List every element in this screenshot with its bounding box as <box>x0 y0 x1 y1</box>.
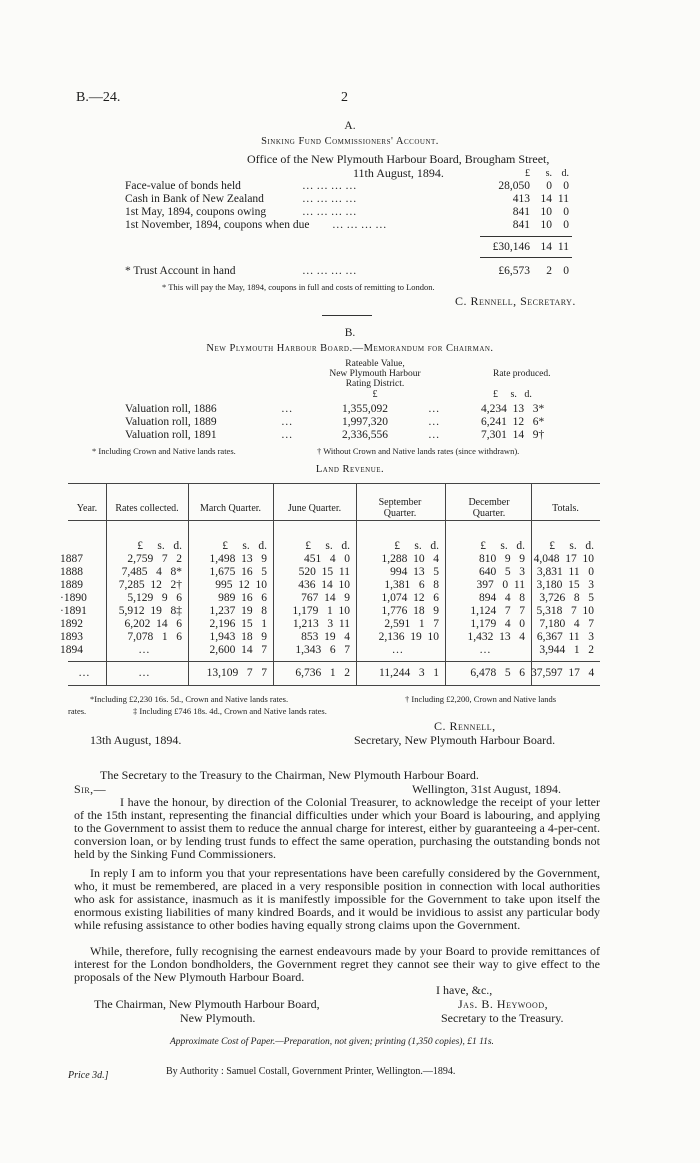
table-total-cell: 6,478 5 6 <box>470 667 525 679</box>
land-footnote1: *Including £2,230 16s. 5d., Crown and Native lands rates. <box>90 694 289 704</box>
land-revenue-title: Land Revenue. <box>315 464 385 475</box>
col-header-december: December Quarter. <box>468 497 510 519</box>
table-cell: 1,343 6 7 <box>295 644 350 656</box>
letter-addressee-line2: New Plymouth. <box>180 1011 256 1025</box>
table-cell: 853 19 4 <box>301 631 350 643</box>
section-a-head-pence: d. <box>561 168 569 179</box>
table-cell: 1,675 16 5 <box>209 566 267 578</box>
table-cell: 7,078 1 6 <box>127 631 182 643</box>
land-footnote3: rates. <box>68 706 87 716</box>
table-total-cell: … <box>138 667 150 679</box>
column-unit-header: £ s. d. <box>480 540 525 552</box>
table-total-cell: 11,244 3 1 <box>379 667 439 679</box>
table-total-cell: 6,736 1 2 <box>295 667 350 679</box>
section-a-title: Sinking Fund Commissioners' Account. <box>261 136 439 147</box>
letter-salutation: Sir,— <box>74 782 107 796</box>
table-cell: 2,759 7 2 <box>127 553 182 565</box>
section-b-title: New Plymouth Harbour Board.—Memorandum for Chairman. <box>206 343 494 354</box>
table-cell: 1,432 13 4 <box>467 631 525 643</box>
table-cell: 2,196 15 1 <box>209 618 267 630</box>
table-cell: 5,318 7 10 <box>536 605 594 617</box>
letter-closing: I have, &c., <box>436 983 493 997</box>
table-cell: … <box>391 644 404 656</box>
letter-paragraph-1: I have the honour, by direction of the Colonial Treasurer, to acknowledge the receipt of your letter of the 15th instant, representing the financial difficulties under which your Board is labouring, and applying to the Government to assist them to reduce the annual charge for interest, either by guaranteeing a 4-per-cent. conversion loan, or by lending trust funds to effect the same operation, purchasing the outstanding bonds not held by the Sinking Fund Commissioners. <box>74 795 600 861</box>
table-cell: 3,726 8 5 <box>539 592 594 604</box>
section-b-col1-unit: £ <box>372 389 378 400</box>
table-cell: 3,180 15 3 <box>536 579 594 591</box>
footer-price: Price 3d.] <box>68 1070 109 1081</box>
table-cell: 1887 <box>60 553 83 565</box>
table-cell: 1,074 12 6 <box>381 592 439 604</box>
table-cell: 989 16 6 <box>218 592 267 604</box>
table-cell: 1889 <box>60 579 83 591</box>
section-b-letter: B. <box>344 327 356 339</box>
section-a-rule-bottom <box>480 257 572 258</box>
col-header-march: March Quarter. <box>199 503 262 514</box>
land-signature-title: Secretary, New Plymouth Harbour Board. <box>354 733 556 747</box>
footer-authority: By Authority : Samuel Costall, Government Printer, Wellington.—1894. <box>166 1066 456 1077</box>
section-a-letter: A. <box>344 120 356 132</box>
table-cell: 1,124 7 7 <box>470 605 525 617</box>
table-cell: 1893 <box>60 631 83 643</box>
section-divider <box>322 315 372 316</box>
table-cell: 1888 <box>60 566 83 578</box>
section-b-footnote2: † Without Crown and Native lands rates (since withdrawn). <box>317 446 520 456</box>
letter-signer-title: Secretary to the Treasury. <box>441 1011 564 1025</box>
table-cell: 894 4 8 <box>479 592 525 604</box>
table-cell: 7,285 12 2† <box>118 579 182 591</box>
section-a-head-shillings: s. <box>545 168 552 179</box>
col-header-totals: Totals. <box>552 503 579 514</box>
col-header-june: June Quarter. <box>287 503 342 514</box>
table-cell: 1,213 3 11 <box>292 618 350 630</box>
section-b-footnote1: * Including Crown and Native lands rates. <box>92 446 236 456</box>
table-cell: 436 14 10 <box>298 579 350 591</box>
table-cell: … <box>138 644 150 656</box>
table-cell: 2,600 14 7 <box>209 644 267 656</box>
letter-addressee-line1: The Chairman, New Plymouth Harbour Board, <box>94 997 320 1011</box>
table-cell: 1,179 4 0 <box>470 618 525 630</box>
table-cell: 6,367 11 3 <box>536 631 594 643</box>
column-unit-header: £ s. d. <box>137 540 182 552</box>
column-unit-header: £ s. d. <box>305 540 350 552</box>
table-cell: … <box>479 644 491 656</box>
table-cell: 995 12 10 <box>215 579 267 591</box>
footer-cost: Approximate Cost of Paper.—Preparation, not given; printing (1,350 copies), £1 11s. <box>170 1037 494 1047</box>
letter-paragraph-2: In reply I am to inform you that your representations have been carefully considered by the Government, who, it must be remembered, are placed in a very responsible position in connection with local authorities who ask for assistance, inasmuch as it is manifestly impossible for the Government to take upon itself the enormous existing liabilities of many kindred Boards, and it would be invidious to assist any particular body while refusing assistance to other bodies having equally strong claims upon the Government. <box>74 866 600 932</box>
table-cell: 994 13 5 <box>390 566 439 578</box>
table-cell: 1892 <box>60 618 83 630</box>
table-cell: 2,591 1 7 <box>384 618 439 630</box>
table-cell: 1,776 18 9 <box>381 605 439 617</box>
section-a-office-line1: Office of the New Plymouth Harbour Board, Brougham Street, <box>247 152 550 166</box>
land-signature-name: C. Rennell, <box>434 719 496 733</box>
section-a-rule-top <box>480 236 572 237</box>
col-header-september: September Quarter. <box>378 497 422 519</box>
land-date: 13th August, 1894. <box>90 733 182 747</box>
section-a-office-line2: 11th August, 1894. <box>353 166 444 180</box>
column-unit-header: £ s. d. <box>222 540 267 552</box>
table-cell: 1,498 13 9 <box>209 553 267 565</box>
table-cell: 640 5 3 <box>479 566 525 578</box>
table-cell: 1894 <box>60 644 83 656</box>
section-b-col1-head: Rateable Value, New Plymouth Harbour Rating District. <box>329 359 421 389</box>
table-total-cell: 37,597 17 4 <box>531 667 595 679</box>
table-total-cell: … <box>78 667 90 679</box>
table-cell: 767 14 9 <box>301 592 350 604</box>
letter-heading: The Secretary to the Treasury to the Chairman, New Plymouth Harbour Board. <box>100 768 479 782</box>
letter-signer: Jas. B. Heywood, <box>458 997 549 1011</box>
table-cell: 4,048 17 10 <box>533 553 594 565</box>
letter-place-date: Wellington, 31st August, 1894. <box>412 782 562 796</box>
table-cell: 7,485 4 8* <box>121 566 182 578</box>
table-cell: 1,237 19 8 <box>209 605 267 617</box>
table-cell: ·1891 <box>60 605 87 617</box>
table-cell: 1,381 6 8 <box>384 579 439 591</box>
table-cell: 1,179 1 10 <box>292 605 350 617</box>
table-cell: 451 4 0 <box>304 553 350 565</box>
col-header-year: Year. <box>76 503 98 514</box>
table-cell: 7,180 4 7 <box>539 618 594 630</box>
letter-paragraph-3: While, therefore, fully recognising the earnest endeavours made by your Board to provide remittances of interest for the London bondholders, the Government regret they cannot see their way to give effect to the proposals of the New Plymouth Harbour Board. <box>74 944 600 984</box>
page-number: 2 <box>341 90 348 105</box>
land-footnote2: † Including £2,200, Crown and Native lands <box>405 694 557 704</box>
section-a-signature: C. Rennell, Secretary. <box>455 294 576 308</box>
table-cell: 5,912 19 8‡ <box>118 605 182 617</box>
table-cell: 3,944 1 2 <box>539 644 594 656</box>
table-cell: 810 9 9 <box>479 553 525 565</box>
table-cell: 2,136 19 10 <box>378 631 439 643</box>
section-b-col2-unit: £ s. d. <box>493 389 532 400</box>
column-unit-header: £ s. d. <box>549 540 594 552</box>
col-header-rates: Rates collected. <box>115 503 179 514</box>
column-unit-header: £ s. d. <box>394 540 439 552</box>
table-cell: 1,288 10 4 <box>381 553 439 565</box>
table-cell: 5,129 9 6 <box>127 592 182 604</box>
table-cell: 397 0 11 <box>476 579 525 591</box>
table-cell: 3,831 11 0 <box>536 566 594 578</box>
section-a-head-pounds: £ <box>525 168 530 179</box>
table-cell: 1,943 18 9 <box>209 631 267 643</box>
document-reference: B.—24. <box>76 90 121 105</box>
table-cell: ·1890 <box>60 592 87 604</box>
table-total-cell: 13,109 7 7 <box>206 667 267 679</box>
section-a-footnote: * This will pay the May, 1894, coupons in full and costs of remitting to London. <box>162 282 435 292</box>
table-cell: 520 15 11 <box>298 566 350 578</box>
land-footnote4: ‡ Including £746 18s. 4d., Crown and Native lands rates. <box>133 706 327 716</box>
section-b-col2-head: Rate produced. <box>493 369 551 379</box>
table-cell: 6,202 14 6 <box>124 618 182 630</box>
